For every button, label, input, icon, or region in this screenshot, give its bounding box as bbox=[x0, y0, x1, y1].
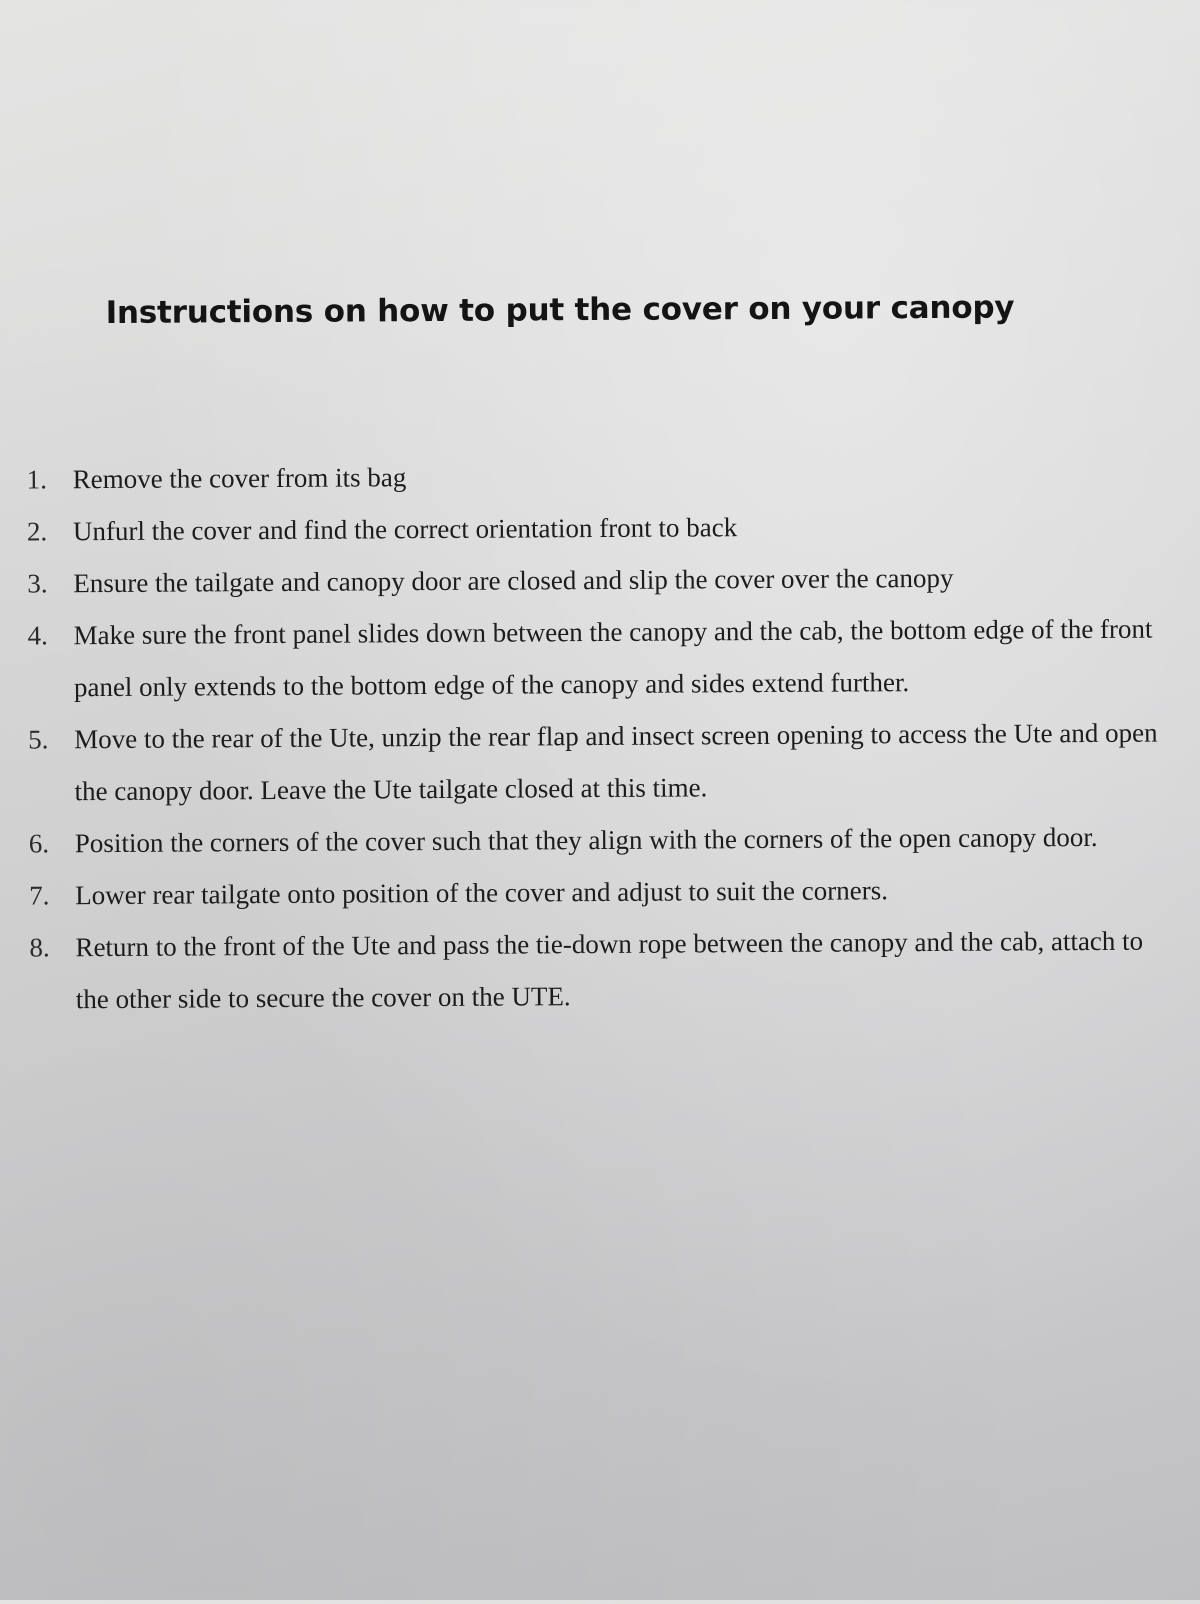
step-item bbox=[29, 863, 1159, 922]
step-number: 8. bbox=[29, 932, 50, 963]
step-item bbox=[29, 811, 1159, 870]
step-number: 2. bbox=[26, 516, 48, 547]
step-item bbox=[28, 707, 1159, 818]
step-item bbox=[29, 915, 1160, 1026]
step-number: 7. bbox=[29, 880, 50, 911]
steps-list bbox=[26, 447, 1159, 1026]
step-number: 1. bbox=[26, 464, 47, 495]
document-title: Instructions on how to put the cover on your canopy bbox=[105, 289, 1015, 332]
step-item bbox=[27, 551, 1157, 610]
step-item bbox=[27, 603, 1158, 714]
step-text: Make sure the front panel slides down between the canopy and the cab, the bottom edge of the front panel only extends to the bottom edge of the canopy and sides extend further. bbox=[73, 613, 1153, 703]
step-text: Move to the rear of the Ute, unzip the rear flap and insect screen opening to access the Ute and open the canopy door. Leave the Ute tailgate closed at this time. bbox=[74, 717, 1158, 807]
step-number: 4. bbox=[27, 620, 48, 651]
step-number: 3. bbox=[27, 568, 48, 599]
step-item bbox=[26, 447, 1156, 506]
step-text: Remove the cover from its bag bbox=[72, 462, 407, 495]
step-text: Lower rear tailgate onto position of the cover and adjust to suit the corners. bbox=[75, 875, 889, 911]
step-text: Position the corners of the cover such that they align with the corners of the open canopy door. bbox=[74, 821, 1098, 859]
step-text: Return to the front of the Ute and pass the tie-down rope between the canopy and the cab, attach to the other side to secure the cover on the UTE. bbox=[75, 925, 1144, 1015]
step-text: Unfurl the cover and find the correct orientation front to back bbox=[72, 512, 738, 547]
step-item bbox=[27, 499, 1157, 558]
step-number: 5. bbox=[28, 724, 49, 755]
step-text: Ensure the tailgate and canopy door are closed and slip the cover over the canopy bbox=[73, 562, 954, 599]
step-number: 6. bbox=[28, 828, 50, 859]
